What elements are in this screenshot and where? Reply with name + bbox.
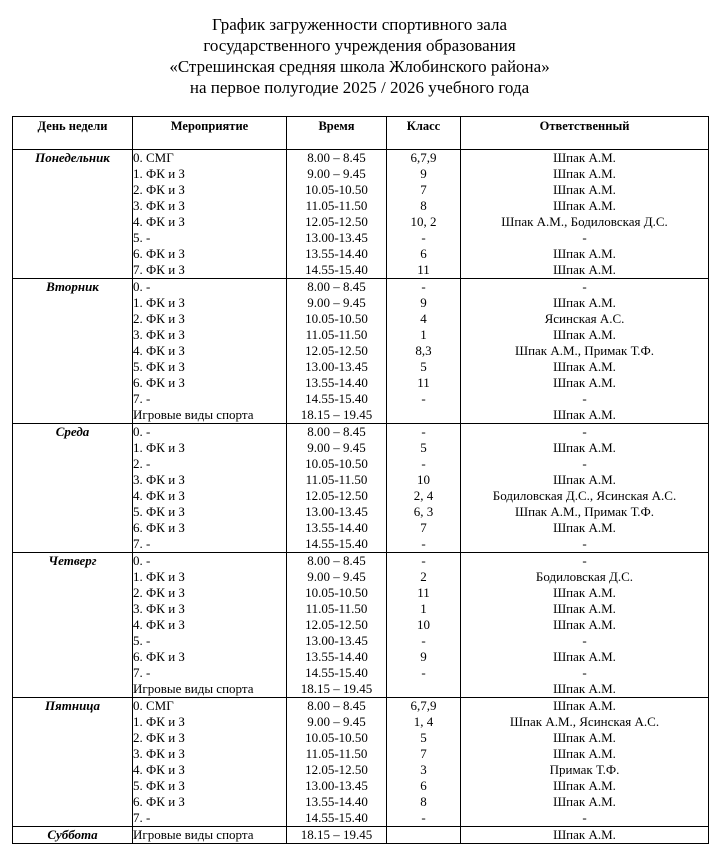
time-cell: 9.00 – 9.45 xyxy=(287,440,387,456)
responsible-cell: Примак Т.Ф. xyxy=(461,762,709,778)
document-title xyxy=(0,14,719,98)
time-cell: 8.00 – 8.45 xyxy=(287,698,387,715)
class-cell: 9 xyxy=(387,649,461,665)
title-line-4: на первое полугодие 2025 / 2026 учебного года xyxy=(189,78,530,97)
day-name: Пятница xyxy=(13,698,133,827)
class-cell: 5 xyxy=(387,730,461,746)
event-cell: 6. ФК и З xyxy=(133,649,287,665)
time-cell: 14.55-15.40 xyxy=(287,810,387,827)
class-cell xyxy=(387,827,461,844)
responsible-cell: - xyxy=(461,391,709,407)
time-cell: 13.55-14.40 xyxy=(287,375,387,391)
responsible-cell: Шпак А.М. xyxy=(461,375,709,391)
event-cell: 6. ФК и З xyxy=(133,246,287,262)
event-cell: 6. ФК и З xyxy=(133,375,287,391)
header-time: Время xyxy=(287,117,387,150)
responsible-cell: - xyxy=(461,553,709,570)
event-cell: 7. ФК и З xyxy=(133,262,287,279)
event-cell: 4. ФК и З xyxy=(133,488,287,504)
event-cell: 0. - xyxy=(133,424,287,441)
responsible-cell: Шпак А.М. xyxy=(461,246,709,262)
class-cell: 6, 3 xyxy=(387,504,461,520)
event-cell: 7. - xyxy=(133,536,287,553)
responsible-cell: Шпак А.М. xyxy=(461,327,709,343)
header-row xyxy=(13,117,709,150)
day-name: Суббота xyxy=(13,827,133,844)
class-cell: 8 xyxy=(387,794,461,810)
class-cell: 7 xyxy=(387,520,461,536)
time-cell: 12.05-12.50 xyxy=(287,214,387,230)
class-cell: 4 xyxy=(387,311,461,327)
responsible-cell: - xyxy=(461,230,709,246)
time-cell: 10.05-10.50 xyxy=(287,456,387,472)
responsible-cell: - xyxy=(461,633,709,649)
class-cell: 5 xyxy=(387,359,461,375)
time-cell: 12.05-12.50 xyxy=(287,343,387,359)
class-cell: 6 xyxy=(387,246,461,262)
event-cell: 3. ФК и З xyxy=(133,601,287,617)
time-cell: 14.55-15.40 xyxy=(287,262,387,279)
event-cell: 5. - xyxy=(133,633,287,649)
event-cell: Игровые виды спорта xyxy=(133,681,287,698)
time-cell: 9.00 – 9.45 xyxy=(287,569,387,585)
responsible-cell: Шпак А.М. xyxy=(461,827,709,844)
time-cell: 13.55-14.40 xyxy=(287,794,387,810)
time-cell: 11.05-11.50 xyxy=(287,198,387,214)
class-cell: - xyxy=(387,536,461,553)
event-cell: 3. ФК и З xyxy=(133,746,287,762)
responsible-cell: Шпак А.М. xyxy=(461,649,709,665)
time-cell: 8.00 – 8.45 xyxy=(287,279,387,296)
class-cell: 9 xyxy=(387,166,461,182)
event-cell: 0. - xyxy=(133,553,287,570)
time-cell: 11.05-11.50 xyxy=(287,601,387,617)
header-event: Мероприятие xyxy=(133,117,287,150)
responsible-cell: - xyxy=(461,279,709,296)
event-cell: 1. ФК и З xyxy=(133,295,287,311)
event-cell: 0. - xyxy=(133,279,287,296)
event-cell: 7. - xyxy=(133,810,287,827)
responsible-cell: Шпак А.М. xyxy=(461,585,709,601)
event-cell: 3. ФК и З xyxy=(133,198,287,214)
time-cell: 13.55-14.40 xyxy=(287,246,387,262)
class-cell: - xyxy=(387,633,461,649)
time-cell: 18.15 – 19.45 xyxy=(287,407,387,424)
responsible-cell: Шпак А.М., Примак Т.Ф. xyxy=(461,504,709,520)
class-cell xyxy=(387,681,461,698)
class-cell: 6 xyxy=(387,778,461,794)
class-cell: - xyxy=(387,553,461,570)
class-cell: 10 xyxy=(387,472,461,488)
time-cell: 13.00-13.45 xyxy=(287,359,387,375)
responsible-cell: Шпак А.М. xyxy=(461,601,709,617)
time-cell: 14.55-15.40 xyxy=(287,536,387,553)
time-cell: 18.15 – 19.45 xyxy=(287,681,387,698)
responsible-cell: Шпак А.М., Бодиловская Д.С. xyxy=(461,214,709,230)
event-cell: 1. ФК и З xyxy=(133,166,287,182)
event-cell: 3. ФК и З xyxy=(133,472,287,488)
time-cell: 13.55-14.40 xyxy=(287,649,387,665)
class-cell: - xyxy=(387,810,461,827)
time-cell: 14.55-15.40 xyxy=(287,665,387,681)
class-cell: 10 xyxy=(387,617,461,633)
time-cell: 11.05-11.50 xyxy=(287,327,387,343)
responsible-cell: Шпак А.М. xyxy=(461,440,709,456)
responsible-cell: Шпак А.М. xyxy=(461,472,709,488)
time-cell: 12.05-12.50 xyxy=(287,488,387,504)
event-cell: 6. ФК и З xyxy=(133,794,287,810)
time-cell: 8.00 – 8.45 xyxy=(287,424,387,441)
responsible-cell: Шпак А.М. xyxy=(461,617,709,633)
class-cell: 6,7,9 xyxy=(387,698,461,715)
responsible-cell: Шпак А.М. xyxy=(461,730,709,746)
event-cell: 0. СМГ xyxy=(133,698,287,715)
time-cell: 10.05-10.50 xyxy=(287,730,387,746)
responsible-cell: Шпак А.М. xyxy=(461,262,709,279)
event-cell: 4. ФК и З xyxy=(133,617,287,633)
responsible-cell: - xyxy=(461,810,709,827)
table-row xyxy=(13,424,709,441)
class-cell: 1 xyxy=(387,601,461,617)
class-cell: 2 xyxy=(387,569,461,585)
event-cell: 5. ФК и З xyxy=(133,778,287,794)
event-cell: 3. ФК и З xyxy=(133,327,287,343)
class-cell: - xyxy=(387,456,461,472)
class-cell: 11 xyxy=(387,585,461,601)
responsible-cell: Шпак А.М., Ясинская А.С. xyxy=(461,714,709,730)
class-cell: - xyxy=(387,665,461,681)
header-class: Класс xyxy=(387,117,461,150)
time-cell: 13.00-13.45 xyxy=(287,230,387,246)
header-responsible: Ответственный xyxy=(461,117,709,150)
header-day: День недели xyxy=(13,117,133,150)
responsible-cell: Ясинская А.С. xyxy=(461,311,709,327)
responsible-cell: Шпак А.М. xyxy=(461,794,709,810)
table-row xyxy=(13,279,709,296)
responsible-cell: Шпак А.М., Примак Т.Ф. xyxy=(461,343,709,359)
event-cell: 2. ФК и З xyxy=(133,311,287,327)
schedule-body xyxy=(13,150,709,844)
responsible-cell: Шпак А.М. xyxy=(461,295,709,311)
event-cell: 2. ФК и З xyxy=(133,730,287,746)
event-cell: 5. - xyxy=(133,230,287,246)
event-cell: 2. ФК и З xyxy=(133,182,287,198)
responsible-cell: - xyxy=(461,424,709,441)
time-cell: 9.00 – 9.45 xyxy=(287,295,387,311)
responsible-cell: Шпак А.М. xyxy=(461,746,709,762)
time-cell: 13.00-13.45 xyxy=(287,633,387,649)
time-cell: 9.00 – 9.45 xyxy=(287,714,387,730)
time-cell: 11.05-11.50 xyxy=(287,746,387,762)
time-cell: 13.55-14.40 xyxy=(287,520,387,536)
class-cell: - xyxy=(387,230,461,246)
class-cell: 8 xyxy=(387,198,461,214)
event-cell: 5. ФК и З xyxy=(133,359,287,375)
event-cell: 6. ФК и З xyxy=(133,520,287,536)
table-row xyxy=(13,827,709,844)
responsible-cell: Бодиловская Д.С. xyxy=(461,569,709,585)
responsible-cell: Шпак А.М. xyxy=(461,198,709,214)
time-cell: 18.15 – 19.45 xyxy=(287,827,387,844)
time-cell: 12.05-12.50 xyxy=(287,762,387,778)
event-cell: 5. ФК и З xyxy=(133,504,287,520)
event-cell: 2. - xyxy=(133,456,287,472)
class-cell xyxy=(387,407,461,424)
responsible-cell: Шпак А.М. xyxy=(461,182,709,198)
class-cell: 7 xyxy=(387,182,461,198)
event-cell: 4. ФК и З xyxy=(133,762,287,778)
event-cell: 4. ФК и З xyxy=(133,343,287,359)
time-cell: 10.05-10.50 xyxy=(287,182,387,198)
responsible-cell: Шпак А.М. xyxy=(461,166,709,182)
class-cell: 1, 4 xyxy=(387,714,461,730)
event-cell: 0. СМГ xyxy=(133,150,287,167)
responsible-cell: Шпак А.М. xyxy=(461,681,709,698)
day-name: Понедельник xyxy=(13,150,133,279)
event-cell: Игровые виды спорта xyxy=(133,407,287,424)
day-name: Вторник xyxy=(13,279,133,424)
title-line-2: государственного учреждения образования xyxy=(203,36,516,55)
time-cell: 13.00-13.45 xyxy=(287,778,387,794)
event-cell: 1. ФК и З xyxy=(133,714,287,730)
class-cell: 8,3 xyxy=(387,343,461,359)
responsible-cell: Шпак А.М. xyxy=(461,150,709,167)
event-cell: 4. ФК и З xyxy=(133,214,287,230)
class-cell: 6,7,9 xyxy=(387,150,461,167)
class-cell: - xyxy=(387,424,461,441)
title-line-1: График загруженности спортивного зала xyxy=(211,15,508,34)
day-name: Четверг xyxy=(13,553,133,698)
class-cell: 7 xyxy=(387,746,461,762)
table-row xyxy=(13,698,709,715)
time-cell: 11.05-11.50 xyxy=(287,472,387,488)
class-cell: 10, 2 xyxy=(387,214,461,230)
responsible-cell: Шпак А.М. xyxy=(461,407,709,424)
class-cell: 5 xyxy=(387,440,461,456)
class-cell: 11 xyxy=(387,262,461,279)
responsible-cell: - xyxy=(461,536,709,553)
responsible-cell: - xyxy=(461,665,709,681)
schedule-table xyxy=(12,116,709,844)
time-cell: 10.05-10.50 xyxy=(287,311,387,327)
responsible-cell: Шпак А.М. xyxy=(461,359,709,375)
event-cell: 7. - xyxy=(133,665,287,681)
class-cell: - xyxy=(387,279,461,296)
event-cell: 7. - xyxy=(133,391,287,407)
event-cell: 1. ФК и З xyxy=(133,569,287,585)
time-cell: 8.00 – 8.45 xyxy=(287,150,387,167)
responsible-cell: Шпак А.М. xyxy=(461,778,709,794)
day-name: Среда xyxy=(13,424,133,553)
table-row xyxy=(13,553,709,570)
class-cell: 1 xyxy=(387,327,461,343)
responsible-cell: Шпак А.М. xyxy=(461,698,709,715)
time-cell: 12.05-12.50 xyxy=(287,617,387,633)
event-cell: 1. ФК и З xyxy=(133,440,287,456)
responsible-cell: Бодиловская Д.С., Ясинская А.С. xyxy=(461,488,709,504)
class-cell: 11 xyxy=(387,375,461,391)
event-cell: 2. ФК и З xyxy=(133,585,287,601)
time-cell: 14.55-15.40 xyxy=(287,391,387,407)
class-cell: 3 xyxy=(387,762,461,778)
class-cell: 9 xyxy=(387,295,461,311)
table-row xyxy=(13,150,709,167)
responsible-cell: Шпак А.М. xyxy=(461,520,709,536)
time-cell: 8.00 – 8.45 xyxy=(287,553,387,570)
title-line-3: «Стрешинская средняя школа Жлобинского района» xyxy=(169,57,550,76)
class-cell: 2, 4 xyxy=(387,488,461,504)
time-cell: 13.00-13.45 xyxy=(287,504,387,520)
time-cell: 9.00 – 9.45 xyxy=(287,166,387,182)
time-cell: 10.05-10.50 xyxy=(287,585,387,601)
responsible-cell: - xyxy=(461,456,709,472)
class-cell: - xyxy=(387,391,461,407)
event-cell: Игровые виды спорта xyxy=(133,827,287,844)
